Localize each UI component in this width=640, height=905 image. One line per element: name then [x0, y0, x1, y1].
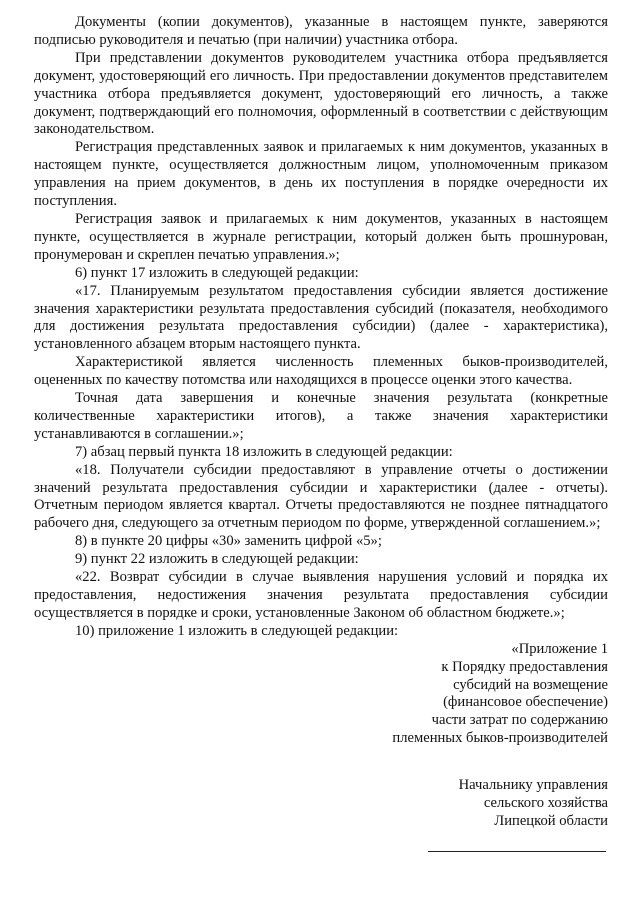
paragraph: 8) в пункте 20 цифры «30» заменить цифрой «5»;	[75, 533, 382, 550]
addressee-line: Липецкой области	[494, 812, 608, 829]
appendix-line: к Порядку предоставления	[441, 658, 608, 675]
paragraph: 7) абзац первый пункта 18 изложить в следующей редакции:	[75, 443, 453, 460]
paragraph: Точная дата завершения и конечные значения результата (конкретные количественные характеристики итогов), а также значения характеристики устанавливаются в соглашении.»;	[34, 390, 608, 442]
paragraph: Документы (копии документов), указанные в настоящем пункте, заверяются подписью руководителя и печатью (при наличии) участника отбора.	[34, 14, 608, 48]
appendix-line: племенных быков-производителей	[392, 730, 608, 747]
paragraph: «17. Планируемым результатом предоставления субсидии является достижение значения характеристики результата предоставления субсидий (показателя, необходимого для достижения результата предоставления субсидии) (далее - характеристика), установленного абзацем вторым настоящего пункта.	[34, 282, 608, 353]
appendix-line: (финансовое обеспечение)	[443, 694, 608, 711]
paragraph: 6) пункт 17 изложить в следующей редакции:	[75, 264, 359, 281]
paragraph: «18. Получатели субсидии предоставляют в управление отчеты о достижении значений результата предоставления субсидии и характеристики (далее - отчеты). Отчетным периодом является квартал. Отчеты предоставляются не позднее пятнадцатого рабочего дня, следующего за отчетным периодом по форме, утвержденной соглашением.»;	[34, 461, 608, 532]
addressee-line: сельского хозяйства	[483, 795, 608, 812]
paragraph: «22. Возврат субсидии в случае выявления нарушения условий и порядка их предоставления, недостижения значения результата предоставления субсидии осуществляется в порядке и сроки, установленные Законом об областном бюджете.»;	[34, 569, 608, 621]
paragraph: Регистрация заявок и прилагаемых к ним документов, указанных в настоящем пункте, осуществляется в журнале регистрации, который должен быть прошнурован, пронумерован и скреплен печатью управления.»;	[34, 210, 608, 263]
addressee-block	[34, 777, 608, 831]
document-page	[34, 14, 608, 831]
paragraph: При представлении документов руководителем участника отбора предъявляется документ, удостоверяющий его личность. При предоставлении документов представителем участника отбора предъявляется документ, удостоверяющий его личность, а также документ, подтверждающий его полномочия, оформленный в соответствии с действующим законодательством.	[34, 49, 608, 138]
signature-blank-line	[428, 851, 606, 852]
appendix-heading	[34, 641, 608, 748]
paragraph: 10) приложение 1 изложить в следующей редакции:	[75, 622, 399, 639]
paragraph: Характеристикой является численность племенных быков-производителей, оцененных по качеству потомства или находящихся в процессе оценки этого качества.	[34, 354, 608, 389]
appendix-line: «Приложение 1	[511, 640, 608, 657]
paragraph: Регистрация представленных заявок и прилагаемых к ним документов, указанных в настоящем пункте, осуществляется должностным лицом, уполномоченным приказом управления на прием документов, в день их поступления в порядке очередности их поступления.	[34, 139, 608, 210]
addressee-line: Начальнику управления	[458, 777, 608, 794]
appendix-line: части затрат по содержанию	[431, 712, 608, 729]
paragraph: 9) пункт 22 изложить в следующей редакции:	[75, 551, 359, 568]
appendix-line: субсидий на возмещение	[453, 676, 608, 693]
